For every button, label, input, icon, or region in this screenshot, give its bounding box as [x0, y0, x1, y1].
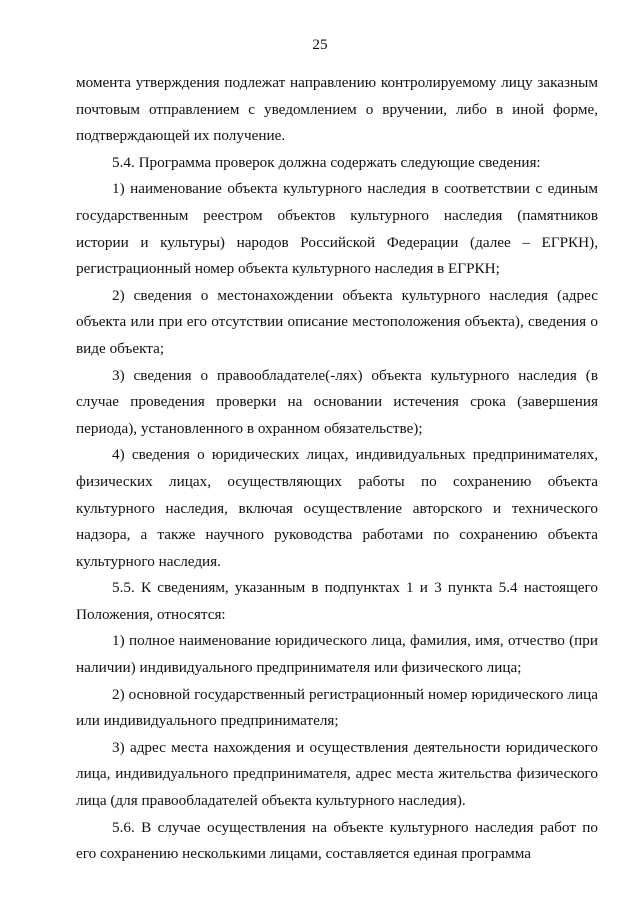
paragraph-5-6: 5.6. В случае осуществления на объекте культурного наследия работ по его сохранению несколькими лицами, составляется единая программа: [76, 818, 598, 863]
paragraph-5-4-item-4: 4) сведения о юридических лицах, индивидуальных предпринимателях, физических лицах, осуществляющих работы по сохранению объекта культурного наследия, включая осуществление авторского и технического надзора, а также научного руководства работами по сохранению объекта культурного наследия.: [76, 446, 598, 570]
paragraph-5-5-item-2: 2) основной государственный регистрационный номер юридического лица или индивидуального предпринимателя;: [76, 685, 598, 730]
paragraph-5-5-item-1: 1) полное наименование юридического лица, фамилия, имя, отчество (при наличии) индивидуального предпринимателя или физического лица;: [76, 632, 598, 677]
paragraph-5-5-item-3: 3) адрес места нахождения и осуществления деятельности юридического лица, индивидуального предпринимателя, адрес места жительства физического лица (для правообладателей объекта культурного наследия).: [76, 738, 598, 810]
paragraph-5-4: 5.4. Программа проверок должна содержать следующие сведения:: [112, 153, 541, 171]
paragraph-5-4-item-2: 2) сведения о местонахождении объекта культурного наследия (адрес объекта или при его отсутствии описание местоположения объекта), сведения о виде объекта;: [76, 286, 598, 357]
paragraph-continuation: момента утверждения подлежат направлению контролируемому лицу заказным почтовым отправлением с уведомлением о вручении, либо в иной форме, подтверждающей их получение.: [76, 74, 598, 145]
page-number: 25: [312, 36, 328, 53]
paragraph-5-4-item-1: 1) наименование объекта культурного наследия в соответствии с единым государственным реестром объектов культурного наследия (памятников истории и культуры) народов Российской Федерации (далее – ЕГРКН), регистрационный номер объекта культурного наследия в ЕГРКН;: [76, 180, 598, 278]
paragraph-5-5: 5.5. К сведениям, указанным в подпунктах 1 и 3 пункта 5.4 настоящего Положения, относятся:: [76, 579, 598, 623]
paragraph-5-4-item-3: 3) сведения о правообладателе(-лях) объекта культурного наследия (в случае проведения проверки на основании истечения срока (завершения периода), установленного в охранном обязательстве);: [76, 366, 598, 437]
document-body: [76, 70, 598, 868]
